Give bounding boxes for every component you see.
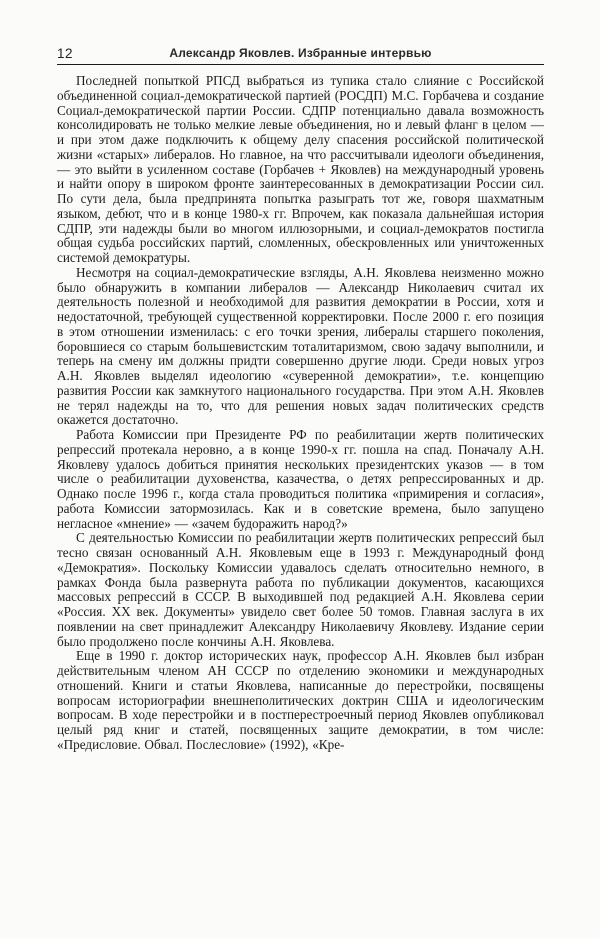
paragraph-2: Несмотря на социал-демократические взгляды, А.Н. Яковлева неизменно можно было обнаружить в компании либералов — Александр Николаевич считал их деятельность полезной и необходимой для развития демократии в России, хотя и недостаточной, требующей существенной корректировки. После 2000 г. его позиция в этом отношении изменилась: с его точки зрения, либералы старшего поколения, боровшиеся со старым большевистским тоталитаризмом, свою задачу выполнили, и теперь на смену им должны придти совершенно другие люди. Среди новых угроз А.Н. Яковлев выделял идеологию «суверенной демократии», т.е. концепцию развития России как замкнутого национального государства. При этом А.Н. Яковлев не терял надежды на то, что для решения новых задач политических средств окажется достаточно. bbox=[57, 264, 544, 428]
paragraph-1: Последней попыткой РПСД выбраться из тупика стало слияние с Российской объединенной социал-демократической партией (РОСДП) М.С. Горбачева и создание Социал-демократической партии России. СДПР потенциально давала возможность консолидировать не только мелкие левые объединения, но и левый фланг в целом — и при этом даже подключить к общему делу спасения российской политической жизни «старых» либералов. Но главное, на что рассчитывали идеологи объединения, — это выйти в усиленном составе (Горбачев + Яковлев) на международный уровень и найти опору в широком фронте заинтересованных в демократизации России сил. По сути дела, была предпринята попытка разыграть тот же, говоря шахматным языком, дебют, что и в конце 1980-х гг. Впрочем, как показала дальнейшая история СДПР, эти надежды были во многом иллюзорными, и социал-демократов постигла общая судьба российских партий, сломленных, обескровленных или уничтоженных системой демократуры. bbox=[57, 73, 544, 265]
running-title: Александр Яковлев. Избранные интервью bbox=[169, 46, 432, 60]
paragraph-5: Еще в 1990 г. доктор исторических наук, профессор А.Н. Яковлев был избран действительным членом АН СССР по отделению экономики и международных отношений. Книги и статьи Яковлева, написанные до перестройки, посвящены вопросам историографии внешнеполитических доктрин США и идеологическим вопросам. В ходе перестройки и в постперестроечный период Яковлев опубликовал целый ряд книг и статей, посвященных защите демократии, в том числе: «Предисловие. Обвал. Послесловие» (1992), «Кре- bbox=[57, 648, 544, 752]
page-number: 12 bbox=[57, 46, 74, 61]
page-body bbox=[57, 74, 544, 753]
page-header bbox=[57, 44, 544, 65]
paragraph-4: С деятельностью Комиссии по реабилитации жертв политических репрессий был тесно связан основанный А.Н. Яковлевым еще в 1993 г. Международный фонд «Демократия». Поскольку Комиссии удавалось сделать относительно немного, в рамках Фонда была развернута работа по публикации документов, касающихся массовых репрессий в СССР. В выходившей под редакцией А.Н. Яковлева серии «Россия. ХХ век. Документы» увидело свет более 50 томов. Главная заслуга в их появлении на свет принадлежит Александру Николаевичу Яковлеву. Издание серии было продолжено после кончины А.Н. Яковлева. bbox=[57, 530, 544, 649]
paragraph-3: Работа Комиссии при Президенте РФ по реабилитации жертв политических репрессий протекала неровно, а в конце 1990-х гг. пошла на спад. Поначалу А.Н. Яковлеву удалось добиться принятия нескольких президентских указов — в том числе о реабилитации духовенства, казачества, о детях репрессированных и др. Однако после 1996 г., когда стала проводиться политика «примирения и согласия», работа Комиссии затормозилась. Как и в советские времена, было запущено негласное «мнение» — «зачем будоражить народ?» bbox=[57, 427, 544, 531]
